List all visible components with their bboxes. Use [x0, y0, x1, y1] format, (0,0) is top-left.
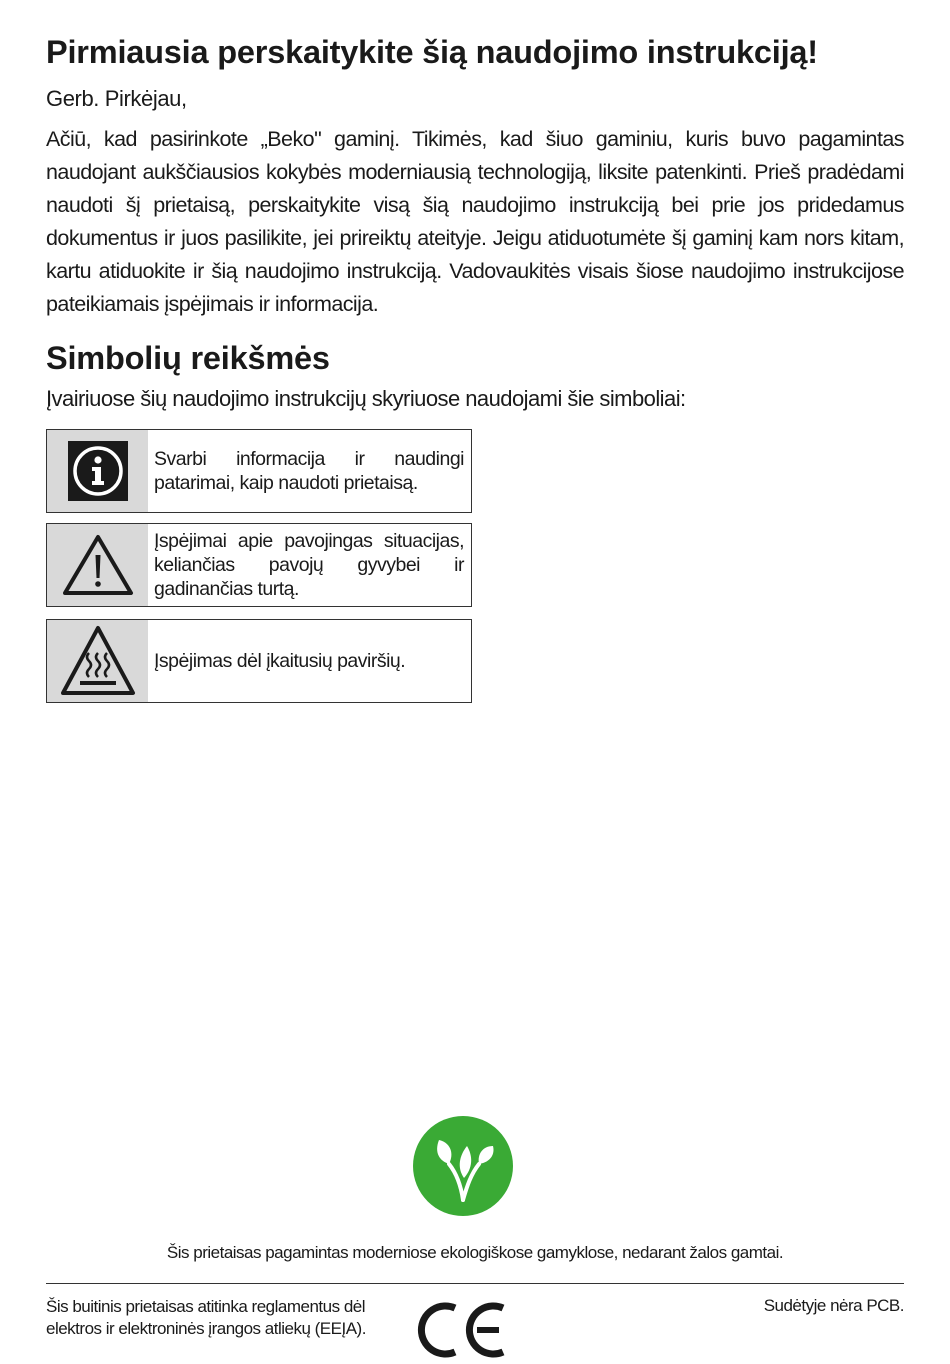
- info-icon: [47, 430, 148, 512]
- symbol-text: Įspėjimas dėl įkaitusių paviršių.: [154, 650, 406, 672]
- symbol-row-hot-surface: [46, 619, 472, 703]
- eco-text: Šis prietaisas pagamintas moderniose ekologiškose gamyklose, nedarant žalos gamtai.: [166, 1243, 784, 1262]
- page-title: Pirmiausia perskaitykite šią naudojimo instrukciją!: [46, 34, 818, 70]
- eco-leaf-icon: [413, 1116, 513, 1216]
- warning-icon: [47, 524, 148, 606]
- greeting: Gerb. Pirkėjau,: [46, 86, 187, 111]
- ce-mark-icon: [417, 1300, 507, 1360]
- symbol-row-warning: [46, 523, 472, 607]
- symbol-row-info: [46, 429, 472, 513]
- symbol-text: Įspėjimai apie pavojingas situacijas, keliančias pavojų gyvybei ir gadinančias turtą.: [154, 530, 464, 600]
- hot-surface-icon: [47, 620, 148, 702]
- symbols-heading: Simbolių reikšmės: [46, 340, 330, 376]
- pcb-text: Sudėtyje nėra PCB.: [763, 1296, 904, 1315]
- footer-divider: [46, 1283, 904, 1284]
- weee-text: Šis buitinis prietaisas atitinka reglamentus dėl elektros ir elektroninės įrangos atliekų (EEĮA).: [46, 1297, 366, 1338]
- intro-paragraph: Ačiū, kad pasirinkote „Beko" gaminį. Tikimės, kad šiuo gaminiu, kuris buvo pagamintas naudojant aukščiausios kokybės moderniausią technologiją, liksite patenkinti. Prieš pradėdami naudoti šį prietaisą, perskaitykite visą šią naudojimo instrukciją bei prie jos pridedamus dokumentus ir juos pasilikite, jei prireiktų ateityje. Jeigu atiduotumėte šį gaminį kam nors kitam, kartu atiduokite ir šią naudojimo instrukciją. Vadovaukitės visais šiose naudojimo instrukcijose pateikiamais įspėjimais ir informacija.: [46, 127, 904, 316]
- symbol-text: Svarbi informacija ir naudingi patarimai, kaip naudoti prietaisą.: [154, 448, 464, 494]
- symbols-intro: Įvairiuose šių naudojimo instrukcijų skyriuose naudojami šie simboliai:: [46, 386, 686, 411]
